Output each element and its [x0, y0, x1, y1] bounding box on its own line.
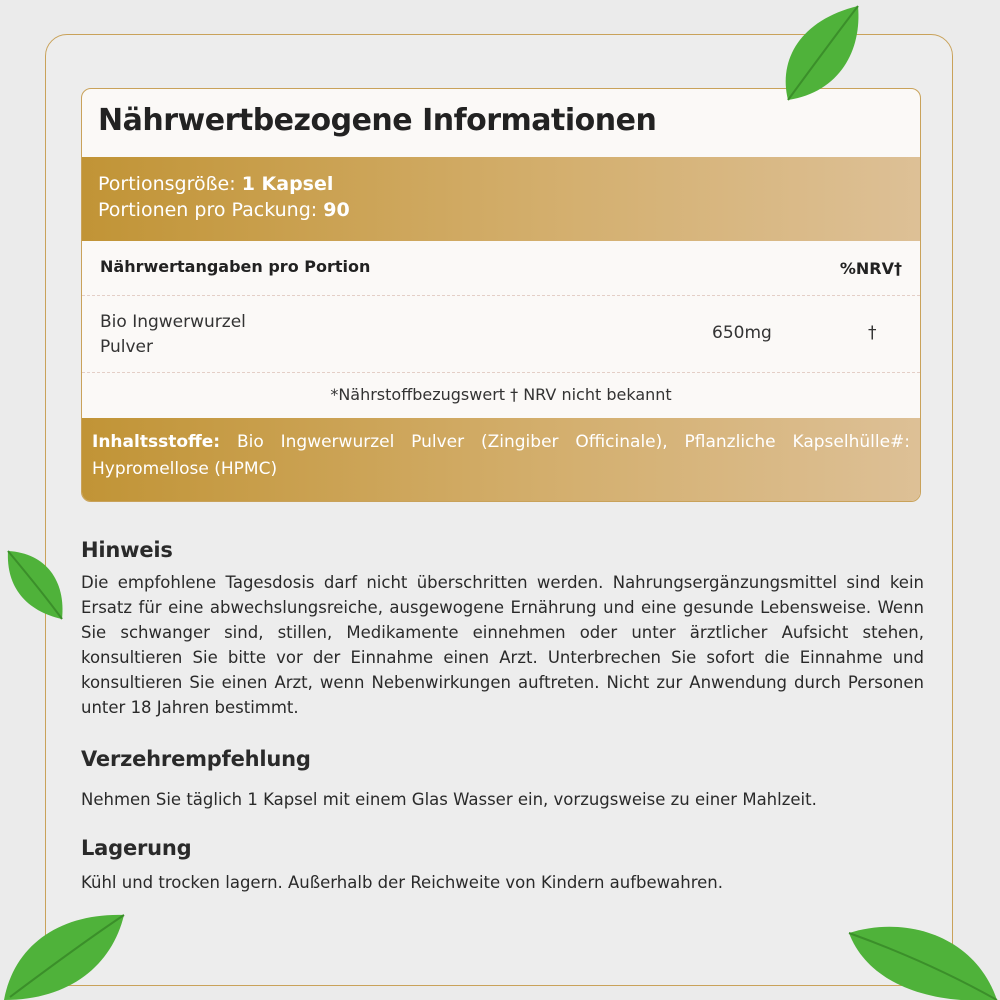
header-nrv: %NRV† [839, 259, 902, 278]
servings-per-pack [98, 199, 350, 221]
table-header-row [82, 241, 920, 296]
leaf-icon-bottom-right [845, 915, 1000, 1000]
storage-section [81, 836, 924, 895]
serving-size-value: 1 Kapsel [241, 173, 334, 195]
nrv-footnote: *Nährstoffbezugswert † NRV nicht bekannt [330, 385, 672, 404]
servings-value: 90 [323, 199, 350, 221]
nutrition-panel [81, 88, 921, 502]
item-name: Bio Ingwerwurzel Pulver [100, 312, 246, 357]
header-label: Nährwertangaben pro Portion [100, 257, 371, 276]
dosage-section [81, 747, 924, 812]
item-amount: 650mg [712, 323, 772, 343]
serving-size-label: Portionsgröße: [98, 173, 236, 195]
hint-section [81, 538, 924, 720]
ingredients-text: Bio Ingwerwurzel Pulver (Zingiber Officinale), Pflanzliche Kapselhülle#: Hypromellose (HPMC) [92, 432, 910, 479]
serving-size [98, 173, 333, 195]
panel-title: Nährwertbezogene Informationen [98, 103, 657, 138]
dosage-text: Nehmen Sie täglich 1 Kapsel mit einem Glas Wasser ein, vorzugsweise zu einer Mahlzeit. [81, 790, 817, 809]
table-row [82, 296, 920, 373]
serving-info [82, 157, 920, 241]
leaf-icon-left [0, 545, 70, 625]
servings-label: Portionen pro Packung: [98, 199, 318, 221]
leaf-icon-bottom-left [0, 905, 130, 1000]
storage-text: Kühl und trocken lagern. Außerhalb der Reichweite von Kindern aufbewahren. [81, 873, 723, 892]
hint-text: Die empfohlene Tagesdosis darf nicht überschritten werden. Nahrungsergänzungsmittel sind kein Ersatz für eine abwechslungsreiche, ausgewogene Ernährung und eine gesunde Lebensweise. Wenn Sie schwanger sind, stillen, Medikamente einnehmen oder unter ärztlicher Aufsicht stehen, konsultieren Sie bitte vor der Einnahme einen Arzt. Unterbrechen Sie sofort die Einnahme und konsultieren Sie einen Arzt, wenn Nebenwirkungen auftreten. Nicht zur Anwendung durch Personen unter 18 Jahren bestimmt. [81, 573, 924, 717]
ingredients-label: Inhaltsstoffe: [92, 432, 221, 452]
ingredients [82, 418, 920, 502]
dosage-title: Verzehrempfehlung [81, 747, 311, 771]
leaf-icon-top-right [770, 0, 870, 110]
storage-title: Lagerung [81, 836, 192, 860]
item-nrv: † [868, 323, 877, 343]
hint-title: Hinweis [81, 538, 173, 562]
